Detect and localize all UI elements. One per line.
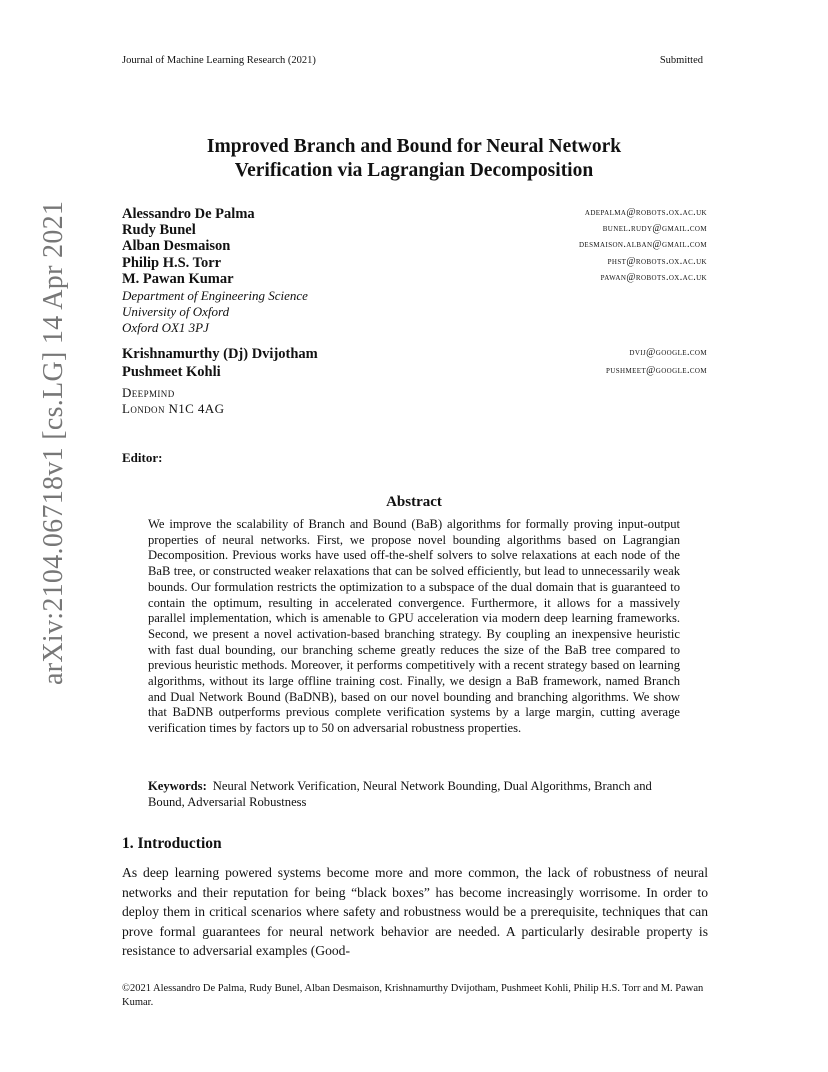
affiliation-line: University of Oxford (122, 304, 230, 319)
affiliation-line: Deepmind (122, 385, 175, 400)
abstract-heading: Abstract (386, 494, 442, 510)
journal-header: Journal of Machine Learning Research (2021) (122, 55, 316, 66)
affiliation-line: London N1C 4AG (122, 401, 225, 416)
author-row (122, 255, 707, 271)
author-email: bunel.rudy@gmail.com (602, 223, 707, 234)
author-row (122, 206, 707, 222)
author-name: Krishnamurthy (Dj) Dvijotham (122, 346, 318, 362)
author-email: pushmeet@google.com (606, 365, 707, 376)
author-row (122, 271, 707, 287)
author-name: Pushmeet Kohli (122, 364, 221, 380)
abstract-text: We improve the scalability of Branch and Bound (BaB) algorithms for formally proving input-output properties of neural networks. First, we propose novel bounding algorithms based on Lagrangian Decomposition. Previous works have used off-the-shelf solvers to solve relaxations at each node of the BaB tree, or constructed weaker relaxations that can be solved efficiently, but lead to unnecessarily weak bounds. Our formulation restricts the optimization to a subspace of the dual domain that is guaranteed to contain the optimum, resulting in accelerated convergence. Furthermore, it allows for a massively parallel implementation, which is amenable to GPU acceleration via modern deep learning frameworks. Second, we present a novel activation-based branching strategy. By coupling an inexpensive heuristic with fast dual bounding, our branching scheme greatly reduces the size of the BaB tree compared to previous heuristic methods. Moreover, it performs competitively with a recent strategy based on learning algorithms, without its large offline training cost. Finally, we design a BaB framework, named Branch and Dual Network Bound (BaDNB), based on our novel bounding and branching algorithms. We show that BaDNB outperforms previous complete verification systems by a large margin, cutting average verification times by factors up to 50 on adversarial robustness properties. (148, 517, 680, 736)
arxiv-identifier: arXiv:2104.06718v1 [cs.LG] 14 Apr 2021 (38, 200, 69, 685)
keywords-list: Neural Network Verification, Neural Network Bounding, Dual Algorithms, Branch and Bound, Adversarial Robustness (148, 779, 652, 809)
affiliation-line: Department of Engineering Science (122, 288, 308, 303)
author-name: Philip H.S. Torr (122, 255, 222, 271)
author-email: phst@robots.ox.ac.uk (607, 256, 707, 267)
title-line: Verification via Lagrangian Decomposition (234, 160, 594, 181)
editor-label: Editor: (122, 450, 163, 465)
paper-title (120, 135, 708, 183)
submission-status: Submitted (659, 55, 703, 66)
author-name: Alessandro De Palma (122, 206, 255, 222)
author-row (122, 346, 707, 362)
author-email: pawan@robots.ox.ac.uk (600, 272, 707, 283)
author-row (122, 222, 707, 238)
author-row (122, 364, 707, 380)
author-row (122, 238, 707, 254)
author-name: Alban Desmaison (122, 238, 231, 254)
section-text: As deep learning powered systems become more and more common, the lack of robustness of neural networks and their reputation for being “black boxes” has become increasingly worrisome. In order to deploy them in critical scenarios where safety and robustness would be a prerequisite, techniques that can prove formal guarantees for neural network behavior are needed. A particularly desirable property is resistance to adversarial examples (Good- (122, 865, 708, 958)
affiliation-line: Oxford OX1 3PJ (122, 320, 209, 335)
section-heading: 1. Introduction (122, 835, 222, 852)
author-email: adepalma@robots.ox.ac.uk (584, 207, 707, 218)
copyright-footnote: ©2021 Alessandro De Palma, Rudy Bunel, Alban Desmaison, Krishnamurthy Dvijotham, Pushmeet Kohli, Philip H.S. Torr and M. Pawan Kumar. (122, 983, 704, 1008)
author-email: desmaison.alban@gmail.com (578, 239, 707, 250)
author-name: M. Pawan Kumar (122, 271, 234, 287)
keywords-label: Keywords: (148, 779, 207, 793)
title-line: Improved Branch and Bound for Neural Network (206, 136, 622, 157)
keywords (148, 779, 680, 810)
author-name: Rudy Bunel (122, 222, 196, 238)
author-email: dvij@google.com (629, 347, 707, 358)
